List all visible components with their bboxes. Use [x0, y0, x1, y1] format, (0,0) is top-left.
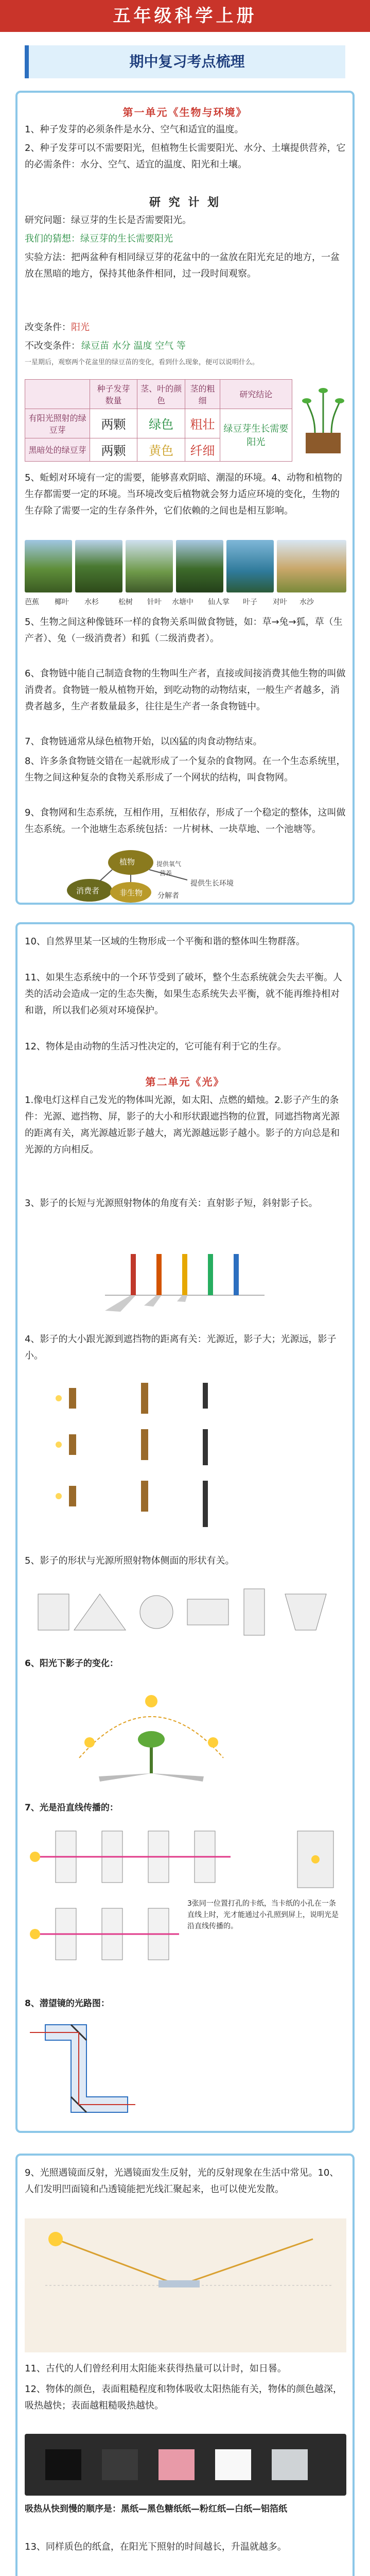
change-label: 改变条件：	[25, 322, 71, 333]
table-cell: 黄色	[137, 438, 185, 461]
periscope-figure	[25, 2014, 138, 2117]
plan-guess: 我们的猜想：绿豆芽的生长需要阳光	[25, 233, 173, 244]
table-header: 种子发芽数量	[90, 380, 137, 409]
unit1-p7: 7、食物链通常从绿色植物开始，以凶猛的肉食动物结束。	[25, 736, 262, 747]
unit3-p11: 11、古代的人们曾经利用太阳能来获得热量可以计时，如日晷。	[25, 2363, 287, 2374]
photo-caption: 水塘中	[172, 598, 193, 606]
photo-caption: 水杉	[84, 598, 99, 606]
table-header: 研究结论	[220, 380, 292, 409]
pot-illustration	[299, 381, 347, 459]
experiment-table	[25, 379, 292, 462]
plan-title: 研 究 计 划	[149, 196, 221, 209]
unit3-p12: 12、物体的颜色，表面粗糙程度和物体吸收太阳热能有关，物体的颜色越深，吸热越快；表面越粗糙吸热越快。	[25, 2384, 342, 2411]
table-corner	[25, 380, 90, 409]
unit2-p12: 12、物体是由动物的生活习性决定的，它可能有利于它的生存。	[25, 1041, 287, 1052]
unit2-p10: 10、自然界里某一区域的生物形成一个平衡和谐的整体叫生物群落。	[25, 936, 305, 947]
table-header: 茎的粗细	[185, 380, 220, 409]
fig6-title: 6、阳光下影子的变化：	[25, 1658, 118, 1669]
photo-caption: 芭蕉	[25, 598, 39, 606]
shadow-shape-figure	[28, 1579, 347, 1640]
unit2-p4: 4、影子的大小跟光源到遮挡物的距离有关：光源近，影子大；光源远，影子小。	[25, 1334, 337, 1361]
unit2-p1: 1.像电灯这样自己发光的物体叫光源，如太阳、点燃的蜡烛。2.影子产生的条件：光源、遮挡物、屏，影子的大小和形状跟遮挡物的位置，同遮挡物离光源的距离有关，离光源越近影子越大，离光源越远影子越小。影子的方向总是和光源的方向相反。	[25, 1095, 340, 1155]
photo-caption: 对叶	[273, 598, 287, 606]
diagram-node: 植物	[119, 857, 135, 867]
unit1-p5: 5、蚯蚓对环境有一定的需要，能够喜欢阴暗、潮湿的环境。4、动物和植物的生存都需要一定的环境。当环境改变后植物就会努力适应环境的变化，生物的生存除了需要一定的生存条件外，它们依赖的之间也是相互影响。	[25, 472, 342, 516]
fig7-note: 3张同一位置打孔的卡纸，当卡纸的小孔在一条直线上时，光才能通过小孔照到屏上，说明光是沿直线传播的。	[187, 1900, 339, 1930]
photo-caption: 针叶	[147, 598, 162, 606]
shadow-length-figure	[100, 1233, 270, 1316]
sun-shadow-figure	[69, 1675, 234, 1789]
plan-note: 一星期后，观察两个花盆里的绿豆苗的变化，看到什么现象，便可以说明什么。	[25, 359, 259, 366]
table-cell: 粗壮	[185, 409, 220, 438]
diagram-node: 非生物	[119, 888, 143, 897]
reflection-figure	[25, 2218, 346, 2352]
unit3-p9: 9、光照遇镜面反射，光遇镜面发生反射，光的反射现象在生活中常见。10、人们发明凹面镜和凸透镜能把光线汇聚起来，也可以使光发散。	[25, 2167, 339, 2195]
unit1-heading: 第一单元《生物与环境》	[122, 106, 248, 118]
unit1-card	[15, 91, 355, 905]
unit2-card	[15, 922, 355, 2133]
photo-caption: 水沙	[299, 598, 314, 606]
photo-caption: 叶子	[243, 598, 257, 606]
unit2-p3: 3、影子的长短与光源照射物体的角度有关：直射影子短，斜射影子长。	[25, 1198, 318, 1209]
keep-value: 绿豆苗 水分 温度 空气 等	[81, 341, 186, 351]
diagram-arrow-label: 提供氧气	[156, 860, 182, 868]
unit2-p5: 5、影子的形状与光源所照射物体侧面的形状有关。	[25, 1555, 235, 1566]
photo-banana	[25, 540, 72, 592]
fig7-title: 7、光是沿直线传播的：	[25, 1803, 118, 1813]
ecosystem-diagram	[59, 849, 275, 903]
unit1-p9: 9、食物网和生态系统，互相作用，互相依存，形成了一个稳定的整体，这叫做生态系统。一个池塘生态系统包括：一片树林、一块草地、一个池塘等。	[25, 807, 346, 835]
table-row-label: 黑暗处的绿豆芽	[25, 438, 90, 461]
unit1-p6b: 6、食物链中能自己制造食物的生物叫生产者，直接或间接消费其他生物的叫做消费者。食物链一般从植物开始，到吃动物的动物结束，一般生产者越多，消费者越多，生产者数量最多，往往是生产者一条食物链中。	[25, 668, 346, 712]
diagram-node: 消费者	[76, 886, 100, 895]
table-cell: 纤细	[185, 438, 220, 461]
plan-question: 研究问题：绿豆芽的生长是否需要阳光。	[25, 215, 191, 226]
unit1-p2: 2、种子发芽可以不需要阳光，但植物生长需要阳光、水分、土壤提供营养，它的必需条件：水分、空气、适宜的温度、阳光和土壤。	[25, 143, 346, 170]
photo-caption: 仙人掌	[208, 598, 230, 606]
photo-fir	[126, 540, 173, 592]
keep-label: 不改变条件：	[25, 341, 80, 351]
photo-caption: 松树	[118, 598, 133, 606]
unit3-p13: 13、同样质色的纸盒，在阳光下照射的时间越长，升温就越多。	[25, 2541, 287, 2552]
diagram-arrow-label: 提供生长环境	[190, 879, 234, 888]
unit1-p1: 1、种子发芽的必须条件是水分、空气和适宜的温度。	[25, 124, 244, 135]
page-title: 五年级科学上册	[0, 0, 370, 32]
table-row-label: 有阳光照射的绿豆芽	[25, 409, 90, 438]
table-cell: 两颗	[90, 409, 137, 438]
change-value: 阳光	[71, 322, 90, 333]
table-cell: 绿豆芽生长需要阳光	[220, 409, 292, 461]
page-subtitle: 期中复习考点梳理	[25, 45, 345, 78]
shadow-size-figure	[48, 1367, 244, 1537]
unit2-heading: 第二单元《光》	[145, 1076, 225, 1088]
absorb-caption: 吸热从快到慢的顺序是：黑纸—黑色糖纸纸—粉红纸—白纸—铝箔纸	[25, 2504, 287, 2514]
unit1-p6: 5、生物之间这种像链环一样的食物关系叫做食物链，如：草→兔→狐，草（生产者）、兔（一级消费者）和狐（二级消费者）。	[25, 617, 343, 644]
fig8-title: 8、潜望镜的光路图：	[25, 1998, 110, 2009]
unit1-p8: 8、许多条食物链交错在一起就形成了一个复杂的食物网。在一个生态系统里，生物之间这种复杂的食物关系形成了一个网状的结构，叫食物网。	[25, 756, 346, 783]
photo-pond	[226, 540, 274, 592]
photo-caption: 椰叶	[55, 598, 69, 606]
table-header: 茎、叶的颜色	[137, 380, 185, 409]
photo-palm	[75, 540, 122, 592]
unit2-p11: 11、如果生态系统中的一个环节受到了破坏，整个生态系统就会失去平衡。人类的活动会造成一定的生态失衡，如果生态系统失去平衡，就不能再维持相对和谐，所以我们必须对环境保护。	[25, 972, 342, 1016]
paper-strips-photo	[25, 2434, 346, 2496]
plan-method: 实验方法：把两盆种有相同绿豆芽的花盆中的一盆放在阳光充足的地方，一盆放在黑暗的地方，保持其他条件相同，过一段时间观察。	[25, 252, 340, 279]
table-cell: 绿色	[137, 409, 185, 438]
diagram-node: 分解者	[157, 892, 179, 900]
photo-cactus	[277, 540, 346, 592]
unit3-card	[15, 2154, 355, 2576]
photo-pine	[176, 540, 223, 592]
diagram-arrow-label: 营养	[160, 870, 172, 877]
table-cell: 两颗	[90, 438, 137, 461]
